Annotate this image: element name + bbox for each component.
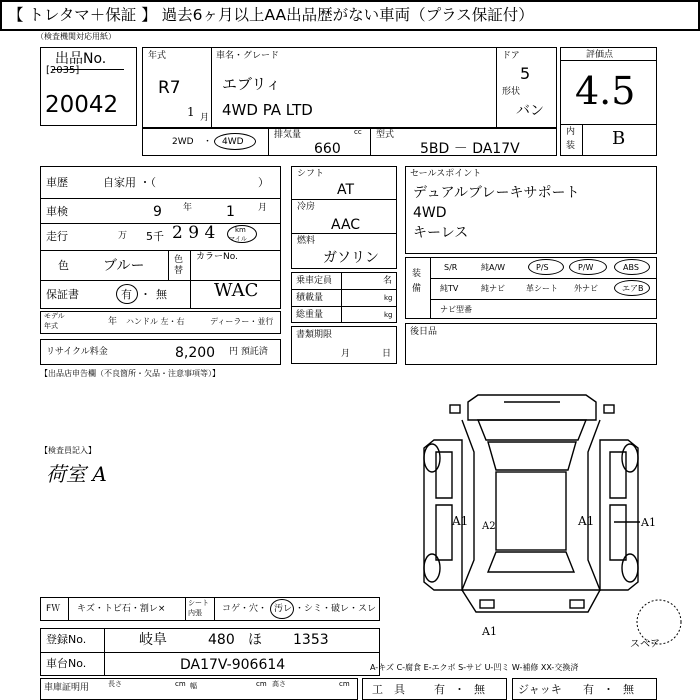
model-label: 型式 [376, 130, 395, 140]
registration-class: 480 [208, 632, 235, 648]
equip-abs-circle [614, 259, 650, 275]
doc-expiry-day: 日 [382, 349, 392, 359]
equipment-label-1: 装 [412, 269, 422, 279]
mileage-man: 万 [118, 231, 128, 241]
mileage-handwritten: 2 9 4 [172, 223, 216, 243]
year-month-unit: 月 [200, 113, 210, 123]
interior-label-2: 装 [566, 141, 576, 151]
model-year-dealer: ディーラー・並行 [210, 317, 274, 326]
registration-number: 1353 [293, 632, 329, 648]
equip-power-steering-circle [528, 259, 564, 275]
jack-no: 無 [623, 683, 634, 696]
equip-power-window: P/W [578, 263, 594, 272]
shape-label: 形状 [502, 87, 521, 97]
color-code-label: カラーNo. [196, 252, 238, 262]
equip-airbag: エアB [622, 284, 644, 293]
equip-power-window-circle [569, 259, 607, 275]
certificate-width: 幅 [190, 682, 197, 690]
seat-text-c: ・シミ・破レ・スレ [295, 604, 377, 614]
mileage-unit-mile: マイル [229, 236, 247, 243]
equip-airbag-circle [614, 280, 650, 296]
history-close: ） [258, 176, 269, 189]
model-year-unit: 年 [108, 317, 118, 327]
displacement-label: 排気量 [274, 130, 302, 140]
equipment-label-2: 備 [412, 284, 422, 294]
chassis-label: 車台No. [46, 657, 87, 670]
damage-mark-left-inner: A2 [482, 521, 496, 532]
sales-point-line-2: 4WD [413, 205, 447, 221]
report-label: 【出品店申告欄（不良箇所・欠品・注意事項等）】 [40, 369, 220, 378]
capacity-label: 乗車定員 [296, 276, 333, 286]
certificate-width-unit: cm [256, 680, 267, 688]
damage-mark-left-panel: A1 [452, 514, 469, 528]
interior-label-1: 内 [566, 127, 576, 137]
year-era: R7 [158, 78, 181, 98]
weight-unit: kg [384, 311, 393, 319]
recycle-value: 8,200 [175, 345, 216, 361]
registration-label: 登録No. [46, 633, 87, 646]
inspection-year-unit: 年 [183, 203, 193, 213]
lot-number: 20042 [45, 92, 119, 118]
inspection-label: 車検 [46, 205, 68, 218]
tools-no: 無 [474, 683, 485, 696]
damage-legend: A-キズ C-腐食 E-エクボ S-サビ U-凹ミ W-補修 XX-交換済 [370, 663, 579, 672]
recycle-unit: 円 預託済 [229, 347, 268, 357]
doc-expiry-month: 月 [341, 349, 351, 359]
fw-text: キズ・トビ石・割レ× [77, 604, 166, 614]
spare-label: スペア [630, 639, 660, 650]
certificate-label: 車庫証明用 [44, 683, 90, 693]
model-value: 5BD － DA17V [420, 141, 520, 157]
year-month: 1 [187, 105, 195, 119]
certificate-height-unit: cm [339, 680, 350, 688]
doc-expiry-label: 書類期限 [296, 330, 333, 340]
load-label: 積載量 [296, 293, 324, 303]
car-name: エブリィ [222, 75, 281, 93]
ac-value: AAC [331, 217, 361, 233]
fw-label: FＷ [46, 604, 61, 614]
seat-label-1: シート [188, 599, 209, 607]
equip-navi-model-label: ナビ型番 [440, 305, 472, 314]
door-value: 5 [520, 64, 531, 83]
header-title: 【 トレタマ＋保証 】 過去6ヶ月以上AA出品歴がない車両（プラス保証付） [8, 6, 534, 24]
equip-tv: 純TV [440, 284, 459, 293]
equip-leather: 革シート [526, 284, 558, 293]
recycle-label: リサイクル料金 [46, 347, 108, 357]
seat-label-2: 内張 [188, 609, 202, 617]
certificate-height: 高さ [272, 680, 286, 688]
inspection-month: 1 [226, 204, 235, 220]
color-value: ブルー [103, 258, 145, 274]
equip-alloy-wheel: 純A/W [481, 263, 506, 272]
year-label: 年式 [148, 51, 167, 61]
certificate-length: 長さ [108, 680, 122, 688]
chassis-value: DA17V-906614 [180, 657, 286, 673]
score-label: 評価点 [586, 50, 614, 60]
sales-point-line-1: デュアルブレーキサポート [413, 185, 580, 201]
displacement-unit: cc [354, 128, 362, 136]
shift-label: シフト [297, 169, 325, 179]
lot-stamp: [2035] [46, 65, 80, 76]
car-name-label: 車名・グレード [216, 51, 280, 61]
tools-label: 工 具 [372, 683, 405, 696]
equip-navi: 純ナビ [481, 284, 505, 293]
jack-yes: 有 [583, 683, 594, 696]
color-change-2: 替 [174, 266, 184, 276]
history-value: 自家用 ・（ [103, 176, 156, 189]
warranty-no: 無 [156, 288, 167, 301]
score-value: 4.5 [575, 69, 636, 113]
certificate-length-unit: cm [175, 680, 186, 688]
model-year-handle: ハンドル 左・右 [126, 317, 185, 326]
tools-yes: 有 [434, 683, 445, 696]
warranty-sep: ・ [140, 288, 151, 301]
shape-value: バン [516, 103, 544, 119]
mileage-label: 走行 [46, 230, 68, 243]
later-items-label: 後日品 [410, 327, 438, 337]
color-label: 色 [58, 259, 69, 272]
door-label: ドア [502, 51, 520, 61]
mileage-sen: 5千 [146, 230, 164, 243]
lot-number-label: 出品No. [55, 51, 107, 67]
seat-text-b: 汚レ [274, 604, 293, 614]
weight-label: 総重量 [296, 310, 324, 320]
warranty-label: 保証書 [46, 288, 79, 301]
model-year-label-1: モデル [44, 312, 65, 320]
later-items-block [405, 323, 657, 365]
form-subtitle: （検査機関対応用紙） [36, 32, 116, 41]
color-change-1: 色 [174, 255, 184, 265]
inspection-year: 9 [153, 204, 162, 220]
car-grade: 4WD PA LTD [222, 101, 313, 119]
inspection-month-unit: 月 [258, 203, 268, 213]
mileage-unit-km: km [235, 226, 246, 234]
fuel-value: ガソリン [323, 250, 379, 266]
displacement-value: 660 [314, 141, 341, 157]
warranty-yes: 有 [121, 288, 132, 301]
sales-point-label: セールスポイント [410, 169, 482, 179]
shift-value: AT [337, 182, 355, 198]
ac-label: 冷房 [297, 202, 316, 212]
registration-place: 岐阜 [139, 632, 167, 648]
damage-mark-right-panel: A1 [578, 514, 595, 528]
equip-power-steering: P/S [536, 263, 549, 272]
inspector-label: 【検査員記入】 [40, 446, 96, 455]
seat-text-a: コゲ・穴・ [222, 604, 268, 614]
drive-4wd: 4WD [222, 137, 244, 147]
inspector-note: 荷室 A [46, 462, 107, 486]
model-year-label-2: 年式 [44, 322, 58, 330]
history-label: 車歴 [46, 176, 68, 189]
registration-kana: ほ [248, 632, 262, 648]
drive-2wd: 2WD [172, 137, 194, 147]
drive-sep: ・ [203, 137, 213, 147]
equip-ext-navi: 外ナビ [574, 284, 598, 293]
jack-label: ジャッキ [518, 683, 562, 696]
fuel-label: 燃料 [297, 236, 316, 246]
load-unit: kg [384, 294, 393, 302]
tools-sep: ・ [454, 683, 465, 696]
equip-abs: ABS [623, 263, 639, 272]
damage-mark-rear: A1 [482, 625, 497, 638]
interior-value: B [612, 128, 626, 149]
sales-point-line-3: キーレス [413, 225, 469, 241]
color-code-value: WAC [214, 280, 259, 301]
equip-sunroof: S/R [444, 263, 458, 272]
jack-sep: ・ [603, 683, 614, 696]
damage-mark-right-outside: A1 [641, 516, 656, 529]
capacity-unit: 名 [383, 276, 393, 286]
